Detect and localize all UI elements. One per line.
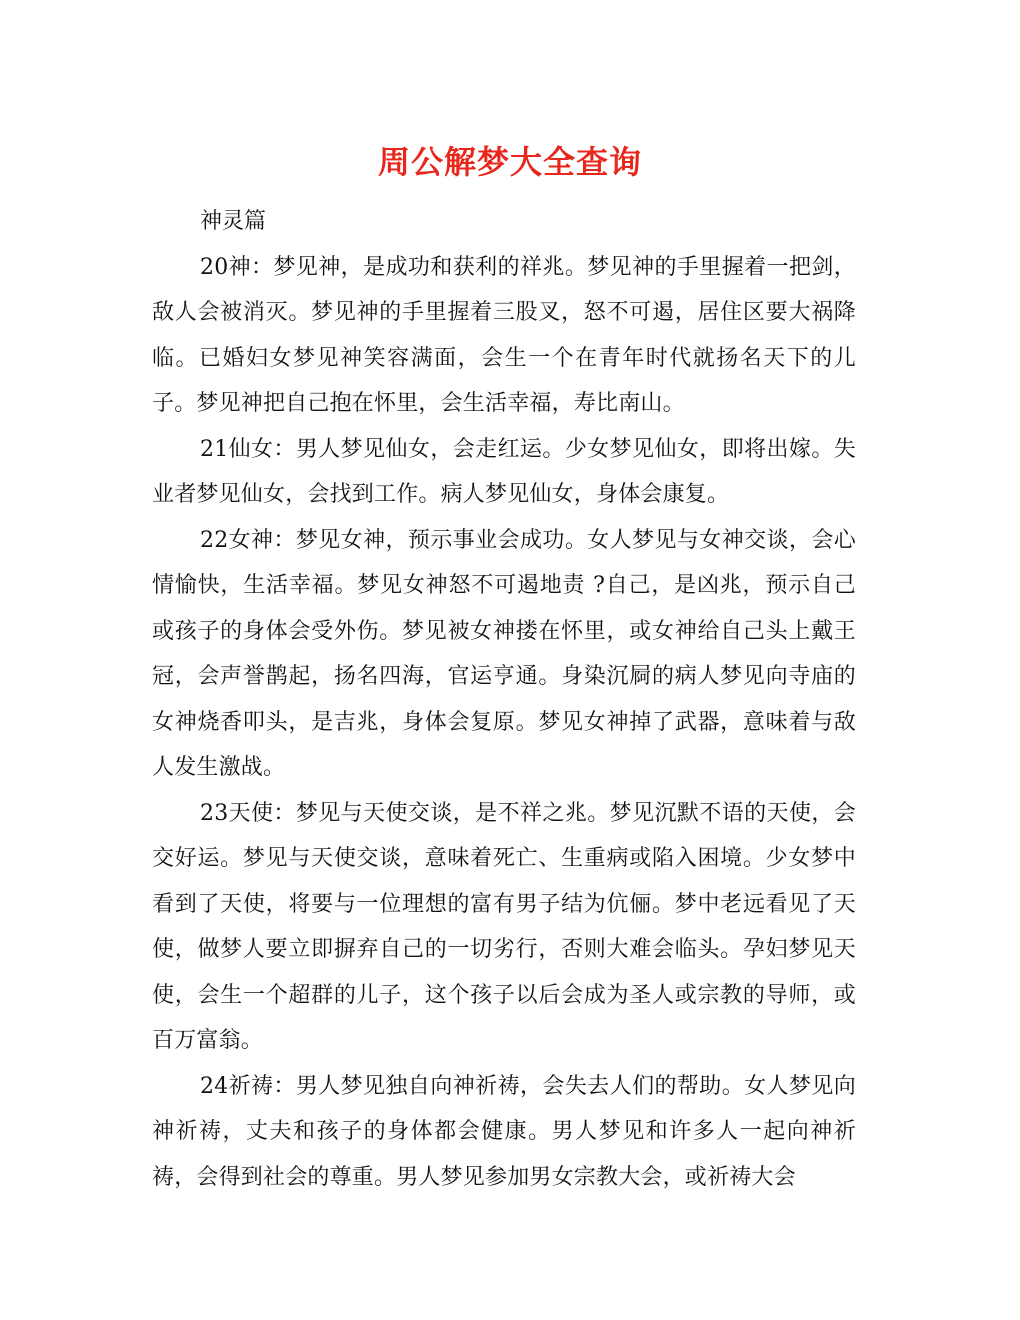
paragraph-god: 20神：梦见神，是成功和获利的祥兆。梦见神的手里握着一把剑，敌人会被消灭。梦见神的手里握着三股叉，怒不可遏，居住区要大祸降临。已婚妇女梦见神笑容满面，会生一个在青年时代就扬名天下的儿子。梦见神把自己抱在怀里，会生活幸福，寿比南山。 [152,254,856,416]
paragraph-angel: 23天使：梦见与天使交谈，是不祥之兆。梦见沉默不语的天使，会交好运。梦见与天使交谈，意味着死亡、生重病或陷入困境。少女梦中看到了天使，将要与一位理想的富有男子结为伉俪。梦中老远看见了天使，做梦人要立即摒弃自己的一切劣行，否则大难会临头。孕妇梦见天使，会生一个超群的儿子，这个孩子以后会成为圣人或宗教的导师，或百万富翁。 [152,800,856,1053]
section-heading: 神灵篇 [200,209,267,234]
paragraph-goddess: 22女神：梦见女神，预示事业会成功。女人梦见与女神交谈，会心情愉快，生活幸福。梦见女神怒不可遏地责 ?自己，是凶兆，预示自己或孩子的身体会受外伤。梦见被女神搂在怀里，或女神给自己头上戴王冠，会声誉鹊起，扬名四海，官运亨通。身染沉屙的病人梦见向寺庙的女神烧香叩头，是吉兆，身体会复原。梦见女神掉了武器，意味着与敌人发生激战。 [152,527,856,780]
paragraph-prayer: 24祈祷：男人梦见独自向神祈祷，会失去人们的帮助。女人梦见向神祈祷，丈夫和孩子的身体都会健康。男人梦见和许多人一起向神祈祷，会得到社会的尊重。男人梦见参加男女宗教大会，或祈祷大会 [152,1073,856,1190]
document-body [152,199,856,1200]
paragraph-fairy: 21仙女：男人梦见仙女，会走红运。少女梦见仙女，即将出嫁。失业者梦见仙女，会找到工作。病人梦见仙女，身体会康复。 [152,436,856,507]
document-title: 周公解梦大全查询 [377,143,642,182]
